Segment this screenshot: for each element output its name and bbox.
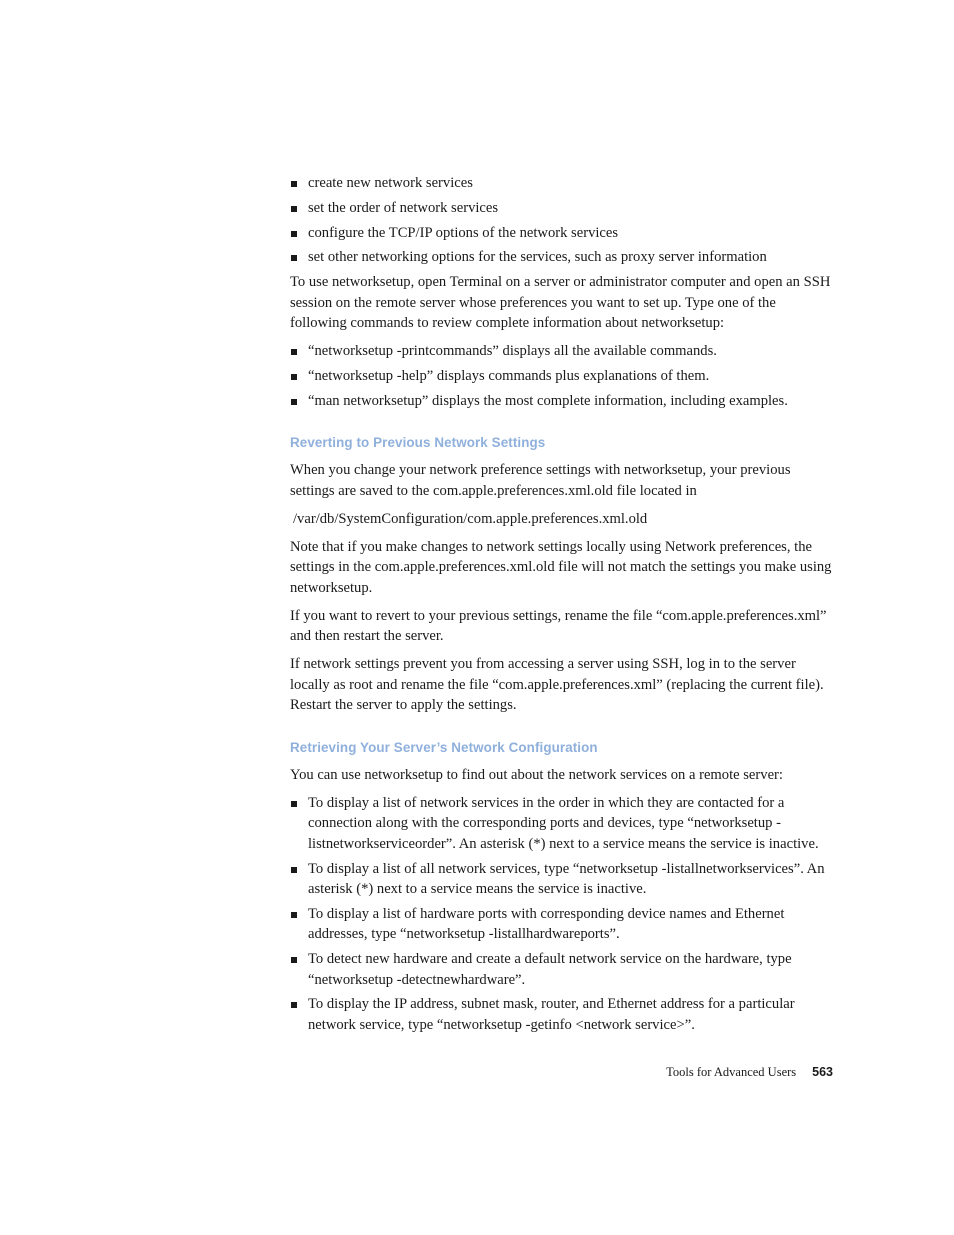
bullet-square-icon: [291, 957, 297, 963]
bullet-square-icon: [291, 912, 297, 918]
list-item-text: To display a list of all network services, type “networksetup -listallnetworkservices”. An asterisk (*) next to a service means the service is inactive.: [308, 860, 825, 898]
list-item: [290, 904, 835, 945]
intro-list: [290, 173, 835, 268]
page-number: 563: [812, 1065, 833, 1079]
bullet-square-icon: [291, 1002, 297, 1008]
reverting-paragraph-3: If you want to revert to your previous settings, rename the file “com.apple.preferences.xml” and then restart the server.: [290, 607, 827, 645]
list-item: [290, 949, 835, 990]
list-item-text: To detect new hardware and create a default network service on the hardware, type “networksetup -detectnewhardware”.: [308, 951, 792, 988]
usage-paragraph: To use networksetup, open Terminal on a server or administrator computer and open an SSH session on the remote server whose preferences you want to set up. Type one of the following commands to review complete information about networksetup:: [290, 274, 831, 332]
list-item-text: To display a list of hardware ports with corresponding device names and Ethernet addresses, type “networksetup -listallhardwareports”.: [308, 905, 785, 943]
retrieving-intro: You can use networksetup to find out about the network services on a remote server:: [290, 766, 783, 783]
list-item-text: create new network services: [308, 175, 473, 191]
page-footer: [600, 1063, 833, 1081]
reverting-paragraph-4: If network settings prevent you from accessing a server using SSH, log in to the server locally as root and rename the file “com.apple.preferences.xml” (replacing the current file). Restart the server to apply the settings.: [290, 656, 824, 714]
list-item: [290, 223, 835, 244]
bullet-square-icon: [291, 231, 297, 237]
reverting-paragraph-1: When you change your network preference settings with networksetup, your previous settings are saved to the com.apple.preferences.xml.old file located in: [290, 462, 791, 499]
bullet-square-icon: [291, 399, 297, 405]
bullet-square-icon: [291, 867, 297, 873]
list-item: [290, 391, 835, 412]
list-item-text: To display the IP address, subnet mask, router, and Ethernet address for a particular network service, type “networksetup -getinfo <network service>”.: [308, 996, 795, 1033]
reverting-paragraph-2: Note that if you make changes to network settings locally using Network preferences, the settings in the com.apple.preferences.xml.old file will not match the settings you make using networksetup.: [290, 538, 832, 596]
bullet-square-icon: [291, 255, 297, 261]
list-item: [290, 173, 835, 194]
list-item: [290, 859, 835, 900]
list-item-text: “networksetup -help” displays commands plus explanations of them.: [308, 367, 710, 384]
bullet-square-icon: [291, 374, 297, 380]
footer-chapter-title: Tools for Advanced Users: [666, 1065, 797, 1079]
retrieving-list: [290, 793, 835, 1036]
list-item-text: “man networksetup” displays the most complete information, including examples.: [308, 392, 788, 409]
list-item-text: set other networking options for the services, such as proxy server information: [308, 249, 767, 266]
list-item: [290, 341, 835, 362]
bullet-square-icon: [291, 206, 297, 212]
commands-list: [290, 341, 835, 411]
bullet-square-icon: [291, 349, 297, 355]
section-heading-retrieving: Retrieving Your Server’s Network Configuration: [290, 739, 598, 755]
page-content: [290, 173, 835, 1040]
list-item-text: configure the TCP/IP options of the network services: [308, 224, 619, 241]
list-item: [290, 994, 835, 1035]
list-item-text: “networksetup -printcommands” displays all the available commands.: [308, 343, 717, 360]
bullet-square-icon: [291, 181, 297, 187]
list-item-text: set the order of network services: [308, 199, 499, 216]
file-path: /var/db/SystemConfiguration/com.apple.preferences.xml.old: [293, 510, 648, 527]
list-item-text: To display a list of network services in the order in which they are contacted for a connection along with the corresponding ports and devices, type “networksetup -listnetworkserviceorder”. An asterisk (*) next to a service means the service is inactive.: [308, 794, 819, 852]
bullet-square-icon: [291, 801, 297, 807]
list-item: [290, 793, 835, 855]
list-item: [290, 247, 835, 268]
list-item: [290, 198, 835, 219]
section-heading-reverting: Reverting to Previous Network Settings: [290, 435, 546, 451]
list-item: [290, 366, 835, 387]
